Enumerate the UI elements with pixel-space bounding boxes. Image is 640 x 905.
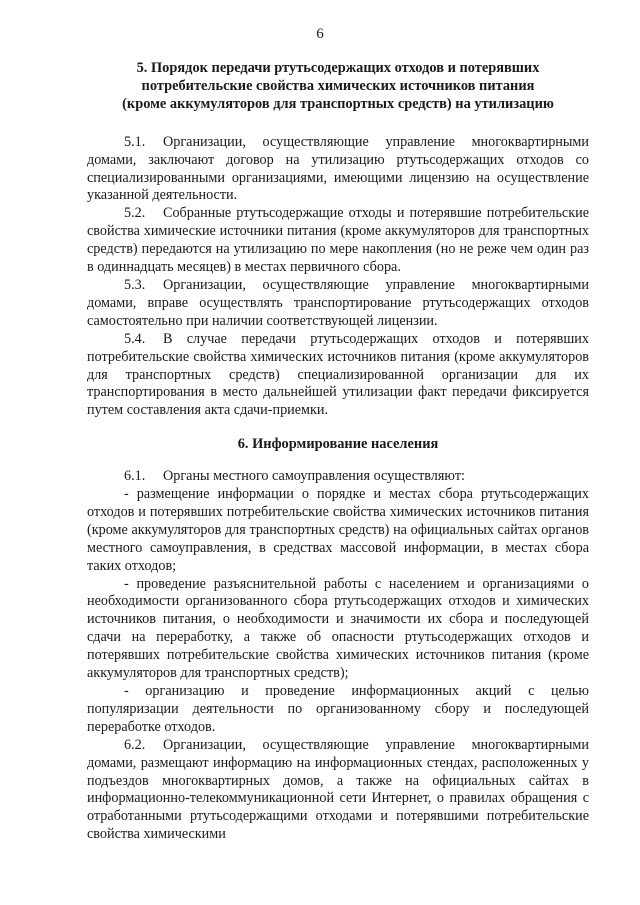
- paragraph-6-1: [87, 468, 589, 486]
- bullet-item: - размещение информации о порядке и местах сбора ртутьсодержащих отходов и потерявших потребительские свойства химических источников питания (кроме аккумуляторов для транспортных средств) на официальных сайтах органов местного самоуправления, в средствах массовой информации, в местах сбора таких отходов;: [87, 486, 589, 574]
- section-5-heading: [87, 60, 589, 114]
- paragraph-5-3: [87, 277, 589, 331]
- paragraph-6-2: [87, 737, 589, 844]
- paragraph-text: В случае передачи ртутьсодержащих отходов и потерявших потребительские свойства химических источников питания (кроме аккумуляторов для транспортных средств) специализированной организации для их транспортирования в место дальнейшей утилизации факт передачи фиксируется путем составления акта сдачи-приемки.: [87, 330, 589, 419]
- section-5-title-line-1: 5. Порядок передачи ртутьсодержащих отходов и потерявших: [136, 60, 540, 76]
- section-5-title-line-2: потребительские свойства химических источников питания: [141, 77, 535, 94]
- paragraph-text: Организации, осуществляющие управление многоквартирными домами, размещают информацию на информационных стендах, расположенных у подъездов многоквартирных домов, а также на официальных сайтах в информационно-телекоммуникационной сети Интернет, о правилах обращения с отработанными ртутьсодержащими отходами и потерявшими потребительские свойства химическими: [87, 736, 589, 843]
- paragraph-5-1: [87, 134, 589, 206]
- paragraph-text: Организации, осуществляющие управление многоквартирными домами, вправе осуществлять транспортирование ртутьсодержащих отходов самостоятельно при наличии соответствующей лицензии.: [87, 276, 589, 329]
- bullet-item: - организацию и проведение информационных акций с целью популяризации деятельности по организованному сбору и последующей переработке отходов.: [87, 683, 589, 735]
- document-body: [87, 60, 589, 844]
- section-6-heading: 6. Информирование населения: [237, 436, 439, 453]
- paragraph-number: 5.4.: [124, 330, 146, 347]
- paragraph-text: Органы местного самоуправления осуществляют:: [163, 468, 465, 485]
- paragraph-5-4: [87, 331, 589, 421]
- paragraph-number: 6.2.: [124, 736, 146, 753]
- paragraph-number: 5.1.: [124, 133, 146, 150]
- paragraph-number: 5.2.: [124, 205, 146, 222]
- paragraph-text: Организации, осуществляющие управление многоквартирными домами, заключают договор на утилизацию ртутьсодержащих отходов со специализированными организациями, имеющими лицензию на осуществление указанной деятельности.: [87, 133, 589, 204]
- section-5-title-line-3: (кроме аккумуляторов для транспортных средств) на утилизацию: [122, 95, 554, 112]
- paragraph-5-2: [87, 205, 589, 277]
- page-number: 6: [316, 26, 324, 42]
- paragraph-text: Собранные ртутьсодержащие отходы и потерявшие потребительские свойства химические источники питания (кроме аккумуляторов для транспортных средств) передаются на утилизацию по мере накопления (но не реже чем один раз в одиннадцать месяцев) в местах первичного сбора.: [87, 205, 589, 276]
- paragraph-number: 6.1.: [124, 468, 146, 485]
- bullet-item: - проведение разъяснительной работы с населением и организациями о необходимости организованного сбора ртутьсодержащих отходов и химических источников питания, о необходимости и значимости их сбора и последующей сдачи на переработку, а также об опасности ртутьсодержащих отходов и потерявших потребительские свойства химических источников питания (кроме аккумуляторов для транспортных средств);: [87, 575, 589, 682]
- paragraph-number: 5.3.: [124, 276, 146, 293]
